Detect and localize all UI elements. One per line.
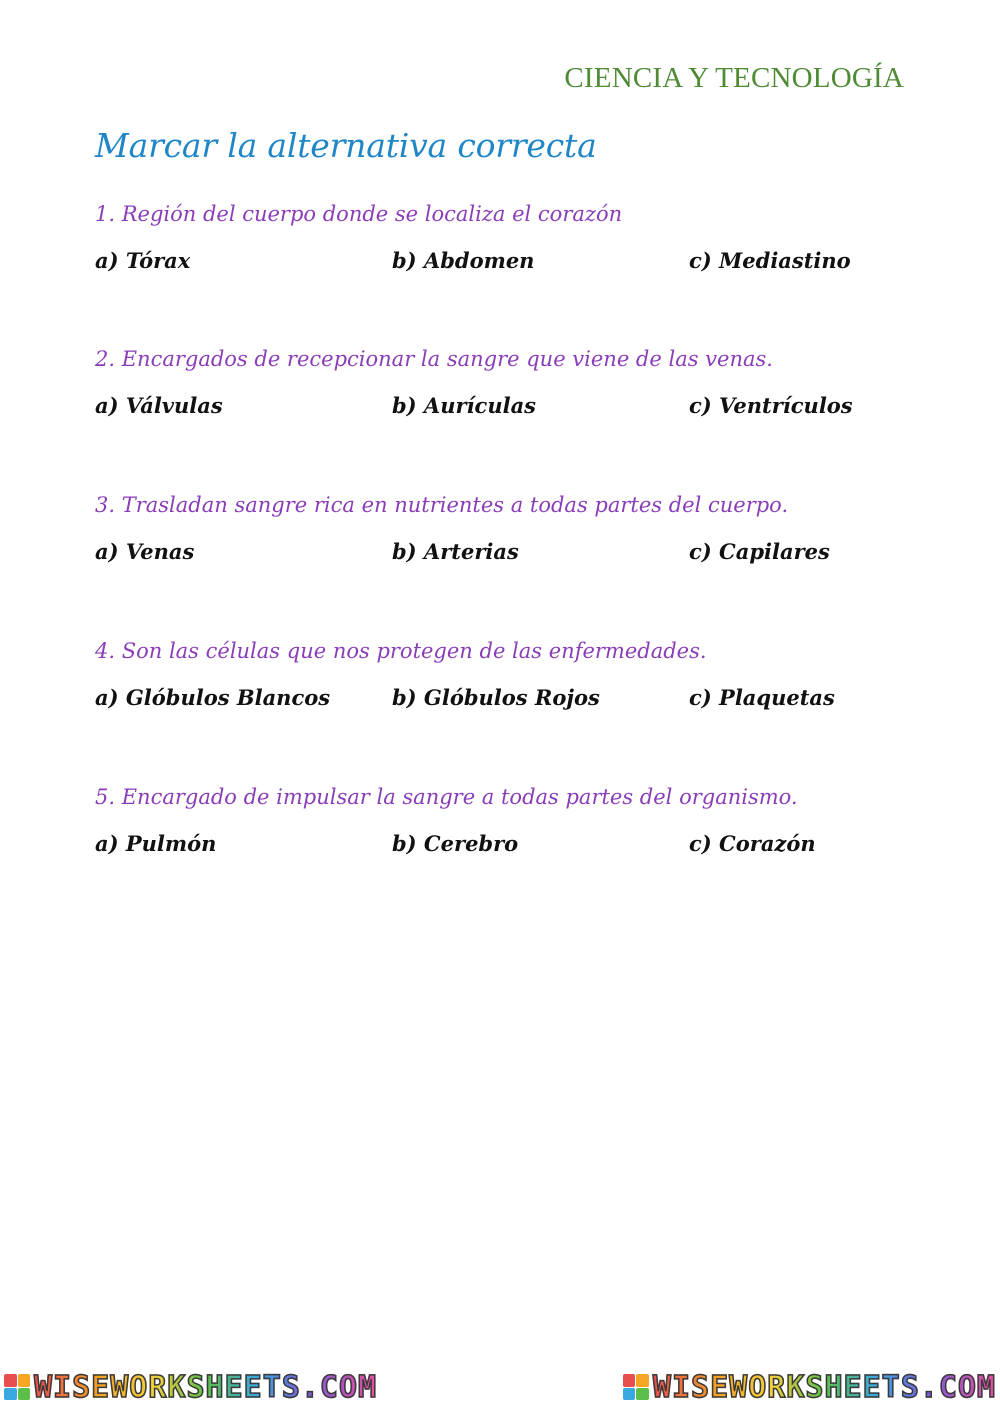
question-text: 2. Encargados de recepcionar la sangre que viene de las venas. [95,347,773,371]
option-b[interactable]: b) Aurículas [392,393,536,418]
option-b[interactable]: b) Arterias [392,539,519,564]
options-row [95,685,945,719]
option-c[interactable]: c) Mediastino [689,248,851,273]
question-5 [95,785,945,865]
option-a[interactable]: a) Venas [95,539,195,564]
option-c[interactable]: c) Ventrículos [689,393,853,418]
options-row [95,393,945,427]
logo-square [623,1388,636,1401]
option-c[interactable]: c) Plaquetas [689,685,835,710]
option-a[interactable]: a) Glóbulos Blancos [95,685,331,710]
brand-text: WISEWORKSHEETS.COM [652,1369,996,1405]
question-3 [95,493,945,573]
question-text: 4. Son las células que nos protegen de las enfermedades. [95,639,707,663]
option-c[interactable]: c) Capilares [689,539,830,564]
logo-square [623,1374,636,1387]
option-b[interactable]: b) Abdomen [392,248,535,273]
instruction-heading: Marcar la alternativa correcta [95,126,597,165]
footer-watermark [0,1367,1000,1407]
question-4 [95,639,945,719]
option-a[interactable]: a) Pulmón [95,831,217,856]
question-text: 1. Región del cuerpo donde se localiza el corazón [95,202,623,226]
question-1 [95,202,945,282]
options-row [95,831,945,865]
options-row [95,539,945,573]
brand-left [4,1370,377,1405]
logo-square [4,1374,17,1387]
logo-square [18,1388,31,1401]
option-a[interactable]: a) Válvulas [95,393,223,418]
option-a[interactable]: a) Tórax [95,248,191,273]
brand-text: WISEWORKSHEETS.COM [34,1369,378,1405]
brand-logo-icon [4,1374,30,1400]
question-2 [95,347,945,427]
options-row [95,248,945,282]
option-b[interactable]: b) Glóbulos Rojos [392,685,600,710]
option-c[interactable]: c) Corazón [689,831,816,856]
brand-right [623,1370,996,1405]
logo-square [4,1388,17,1401]
logo-square [18,1374,31,1387]
option-b[interactable]: b) Cerebro [392,831,519,856]
logo-square [636,1374,649,1387]
question-text: 5. Encargado de impulsar la sangre a todas partes del organismo. [95,785,798,809]
logo-square [636,1388,649,1401]
brand-logo-icon [623,1374,649,1400]
subject-title: CIENCIA Y TECNOLOGÍA [564,62,904,94]
question-text: 3. Trasladan sangre rica en nutrientes a todas partes del cuerpo. [95,493,789,517]
